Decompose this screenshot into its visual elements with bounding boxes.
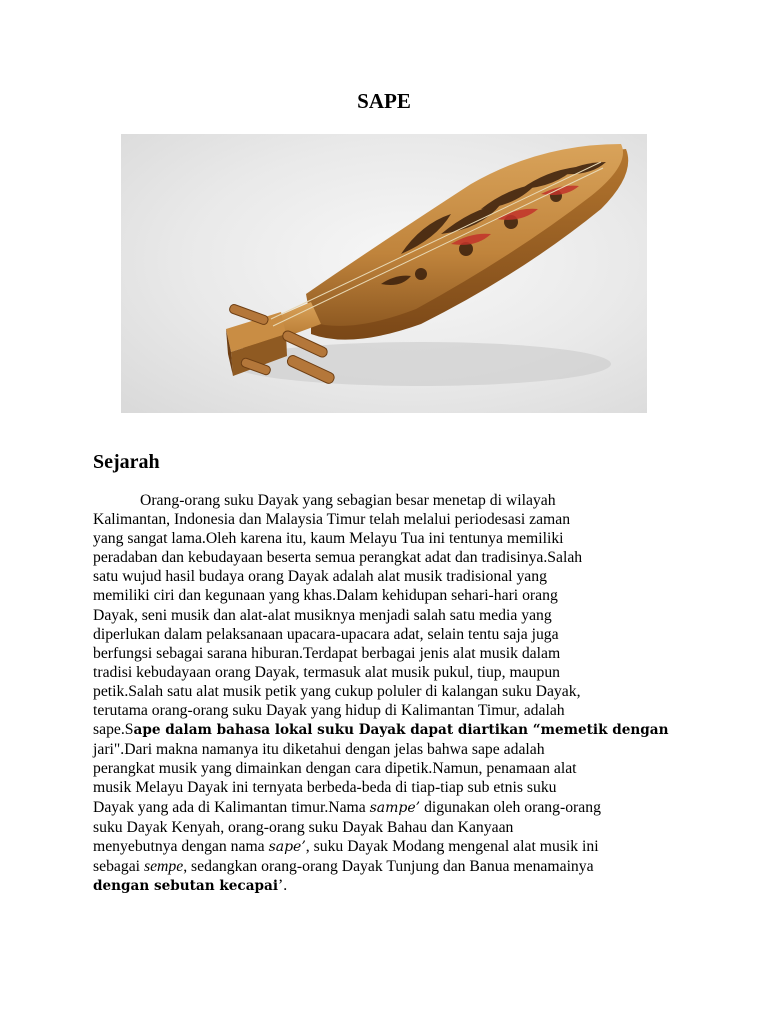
bold-text-run: dengan sebutan kecapai bbox=[93, 877, 278, 894]
section-heading-sejarah: Sejarah bbox=[93, 451, 160, 473]
text-run: digunakan oleh orang-orang bbox=[420, 798, 601, 816]
paragraph-line bbox=[93, 740, 678, 759]
paragraph-line: suku Dayak Kenyah, orang-orang suku Dayak Bahau dan Kanyaan bbox=[93, 818, 514, 836]
paragraph-line: musik Melayu Dayak ini ternyata berbeda-beda di tiap-tiap sub etnis suku bbox=[93, 779, 557, 797]
italic-text-run: sempe bbox=[143, 857, 184, 875]
paragraph-line: memiliki ciri dan kegunaan yang khas.Dalam kehidupan sehari-hari orang bbox=[93, 587, 558, 605]
text-run: menyebutnya dengan nama bbox=[93, 837, 269, 855]
sape-illustration bbox=[121, 134, 647, 413]
paragraph-line bbox=[93, 720, 678, 740]
bold-text-run: ape dalam bahasa lokal suku Dayak dapat diartikan “memetik dengan bbox=[133, 722, 669, 739]
paragraph-line: Kalimantan, Indonesia dan Malaysia Timur telah melalui periodesasi zaman bbox=[93, 511, 571, 529]
paragraph-line: tradisi kebudayaan orang Dayak, termasuk alat musik pukul, tiup, maupun bbox=[93, 663, 561, 681]
text-run: , suku Dayak Modang mengenal alat musik ini bbox=[305, 837, 599, 855]
paragraph-line: Dayak, seni musik dan alat-alat musiknya menjadi salah satu media yang bbox=[93, 606, 552, 624]
paragraph-line: petik.Salah satu alat musik petik yang cukup poluler di kalangan suku Dayak, bbox=[93, 682, 581, 700]
italic-text-run: sape’ bbox=[268, 838, 306, 855]
text-run: ’. bbox=[278, 876, 288, 894]
paragraph-line: terutama orang-orang suku Dayak yang hidup di Kalimantan Timur, adalah bbox=[93, 702, 565, 720]
paragraph-line bbox=[93, 876, 678, 896]
paragraph-line: yang sangat lama.Oleh karena itu, kaum Melayu Tua ini tentunya memiliki bbox=[93, 530, 564, 548]
paragraph-line bbox=[93, 837, 678, 857]
paragraph-line: perangkat musik yang dimainkan dengan cara dipetik.Namun, penamaan alat bbox=[93, 760, 577, 778]
text-run: Dayak yang ada di Kalimantan timur.Nama bbox=[93, 798, 370, 816]
text-run: , sedangkan orang-orang Dayak Tunjung dan Banua menamainya bbox=[183, 857, 594, 875]
paragraph-line: satu wujud hasil budaya orang Dayak adalah alat musik tradisional yang bbox=[93, 568, 547, 586]
sejarah-paragraph bbox=[93, 491, 678, 896]
paragraph-line: Orang-orang suku Dayak yang sebagian besar menetap di wilayah bbox=[140, 492, 556, 509]
text-run: jari bbox=[93, 741, 114, 759]
sape-instrument-image bbox=[121, 134, 647, 413]
paragraph-line: peradaban dan kebudayaan beserta semua perangkat adat dan tradisinya.Salah bbox=[93, 549, 583, 567]
paragraph-line: berfungsi sebagai sarana hiburan.Terdapat berbagai jenis alat musik dalam bbox=[93, 644, 561, 662]
paragraph-line bbox=[93, 857, 678, 876]
text-run: sebagai bbox=[93, 857, 144, 875]
text-run: ".Dari makna namanya itu diketahui dengan jelas bahwa sape adalah bbox=[113, 741, 545, 759]
italic-text-run: sampe’ bbox=[369, 799, 421, 816]
paragraph-line: diperlukan dalam pelaksanaan upacara-upacara adat, selain tentu saja juga bbox=[93, 625, 559, 643]
paragraph-line bbox=[93, 798, 678, 818]
text-run: sape.S bbox=[93, 721, 134, 739]
document-title: SAPE bbox=[357, 89, 411, 113]
